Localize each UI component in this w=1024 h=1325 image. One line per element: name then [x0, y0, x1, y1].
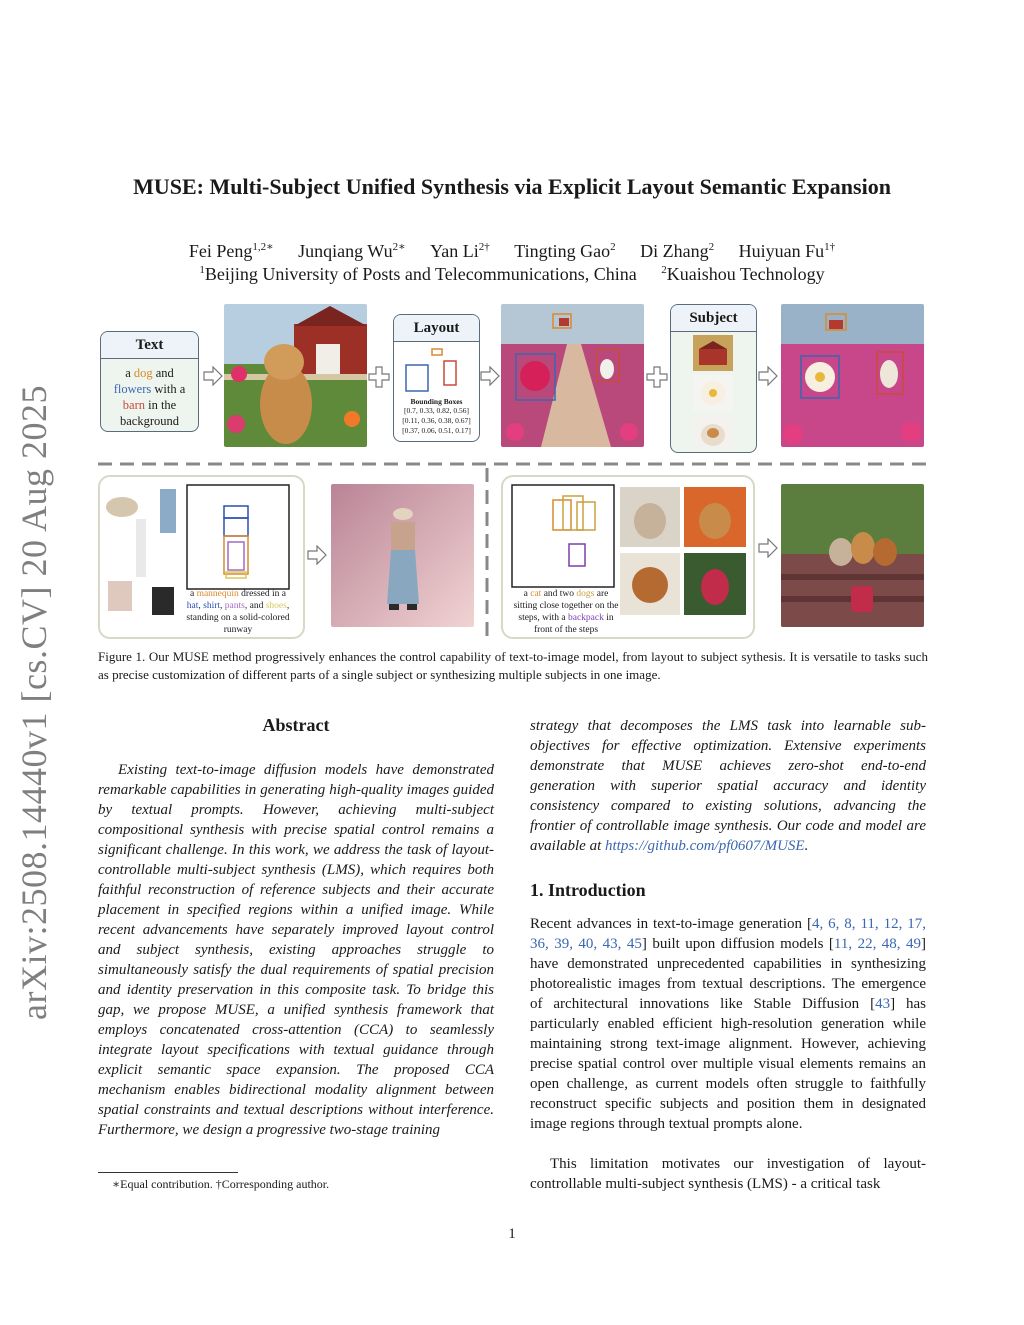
flower-subject-thumbnail: [693, 375, 733, 411]
pets-layout-diagram: [511, 484, 615, 588]
introduction-paragraph: Recent advances in text-to-image generation [4, 6, 8, 11, 12, 17, 36, 39, 40, 43, 45] built upon diffusion models [11, 22, 48, 49] have demonstrated unprecedented capabilities in synthesizing photorealistic images from textual descriptions. The emergence of architectural innovations like Stable Diffusion [43] has particularly enabled efficient high-resolution generation while maintaining strong text-image alignment. However, achieving precise spatial control over multiple visual elements remains an open challenge, as current models often struggle to faithfully reconstruct specific subjects and position them in designated image regions through textual prompts alone.: [530, 916, 926, 1132]
layout-bbox-diagram: [400, 347, 472, 395]
figure-caption: Figure 1. Our MUSE method progressively enhances the control capability of text-to-image model, from layout to subject sythesis. It is versatile to tasks such as precise customization of different parts of a single subject or synthesizing multiple subjects in one image.: [98, 649, 928, 682]
paper-title: MUSE: Multi-Subject Unified Synthesis via Explicit Layout Semantic Expansion: [133, 174, 891, 199]
author: Yan $Li^{2\dagger}$: [430, 241, 490, 261]
author: Di Zhang$^2$: [640, 241, 715, 261]
footnote: ∗Equal contribution. †Corresponding author.: [112, 1177, 330, 1191]
citation-links[interactable]: 11, 22, 48, 49: [833, 936, 921, 952]
plus-icon: [646, 366, 668, 388]
author: Junqiang $Wu^{2∗}$: [298, 241, 406, 261]
subject-box-heading: Subject: [671, 305, 756, 332]
abstract-continuation: strategy that decomposes the LMS task into learnable sub-objectives for effective optimization. Extensive experiments demonstrate that MUSE achieves zero-shot end-to-end generation with superior spatial accuracy and identity consistency compared to existing solutions, advancing the frontier of controllable image synthesis. Our code and model are available at https://github.com/pf0607/MUSE.: [530, 718, 926, 854]
subject-result-image: [781, 304, 924, 447]
page-number: 1: [508, 1226, 516, 1242]
fashion-layout-diagram: [186, 484, 290, 590]
pets-subject-images: [620, 487, 746, 617]
affiliation: $^2$Kuaishou Technology: [661, 264, 825, 284]
mannequin-result-image: [331, 484, 474, 627]
footnote-divider: [98, 1172, 238, 1173]
arrow-right-icon: [307, 545, 327, 565]
pets-result-image: [781, 484, 924, 627]
subject-box: [670, 304, 757, 453]
arrow-right-icon: [758, 538, 778, 558]
dog-barn-image: [224, 304, 367, 447]
arrow-right-icon: [480, 366, 500, 386]
arrow-right-icon: [758, 366, 778, 386]
citation-link[interactable]: 43: [875, 996, 891, 1012]
bbox-title: Bounding Boxes: [410, 397, 463, 406]
bbox-values: [0.7, 0.33, 0.82, 0.56] [0.11, 0.36, 0.38, 0.67] [0.37, 0.06, 0.51, 0.17]: [402, 406, 471, 435]
code-link[interactable]: https://github.com/pf0607/MUSE: [605, 838, 805, 854]
arrow-right-icon: [203, 366, 223, 386]
author: Fei Peng$^{1,2∗}$: [188, 241, 274, 261]
layout-box-heading: Layout: [394, 315, 479, 342]
flower-field-layout-image: [501, 304, 644, 447]
author: Huiyuan $Fu^{1\dagger}$: [738, 241, 836, 261]
figure-1: [0, 0, 1024, 640]
dog-subject-thumbnail: [693, 415, 733, 449]
affiliation: $^1$Beijing University of Posts and Telecommunications, China: [199, 264, 637, 284]
abstract-heading: Abstract: [262, 715, 330, 735]
layout-box: [393, 314, 480, 442]
pets-prompt: a cat and two dogs are sitting close together on the steps, with a backpack in front of the steps: [513, 589, 619, 635]
citation-links[interactable]: 4, 6, 8, 11, 12, 17, 36, 39, 40, 43, 45: [530, 916, 926, 952]
plus-icon: [368, 366, 390, 388]
text-prompt-box: [100, 331, 199, 432]
text-box-heading: Text: [101, 332, 198, 359]
fashion-prompt: a mannequin dressed in a hat, shirt, pants, and shoes, standing on a solid-colored runway: [186, 589, 290, 635]
arxiv-identifier: arXiv:2508.14440v1 [cs.CV] 20 Aug 2025: [14, 385, 54, 1020]
introduction-heading: 1. Introduction: [530, 880, 646, 900]
text-prompt: a dog and flowers with a barn in the background: [113, 366, 186, 428]
clothing-items-image: [102, 485, 184, 621]
barn-subject-thumbnail: [693, 335, 733, 371]
author: Tingting Gao$^2$: [514, 241, 616, 261]
abstract-text: Existing text-to-image diffusion models have demonstrated remarkable capabilities in generating high-quality images guided by textual prompts. However, achieving multi-subject compositional synthesis with precise spatial control remains a significant challenge. In this work, we address the task of layout-controllable multi-subject synthesis (LMS), which requires both faithful reconstruction of reference subjects and their accurate placement in specified regions within a unified image. While recent advancements have separately improved layout control and subject synthesis, existing approaches struggle to simultaneously satisfy the dual requirements of spatial precision and identity preservation in this composite task. To bridge this gap, we propose MUSE, a unified synthesis framework that employs concatenated cross-attention (CCA) to seamlessly integrate layout specifications with textual guidance through explicit semantic space expansion. The proposed CCA mechanism enables bidirectional modality alignment between spatial constraints and textual descriptions without interference. Furthermore, we design a progressive two-stage training: [98, 762, 494, 1138]
introduction-paragraph-2: This limitation motivates our investigation of layout-controllable multi-subject synthesis (LMS) - a critical task: [530, 1156, 926, 1192]
